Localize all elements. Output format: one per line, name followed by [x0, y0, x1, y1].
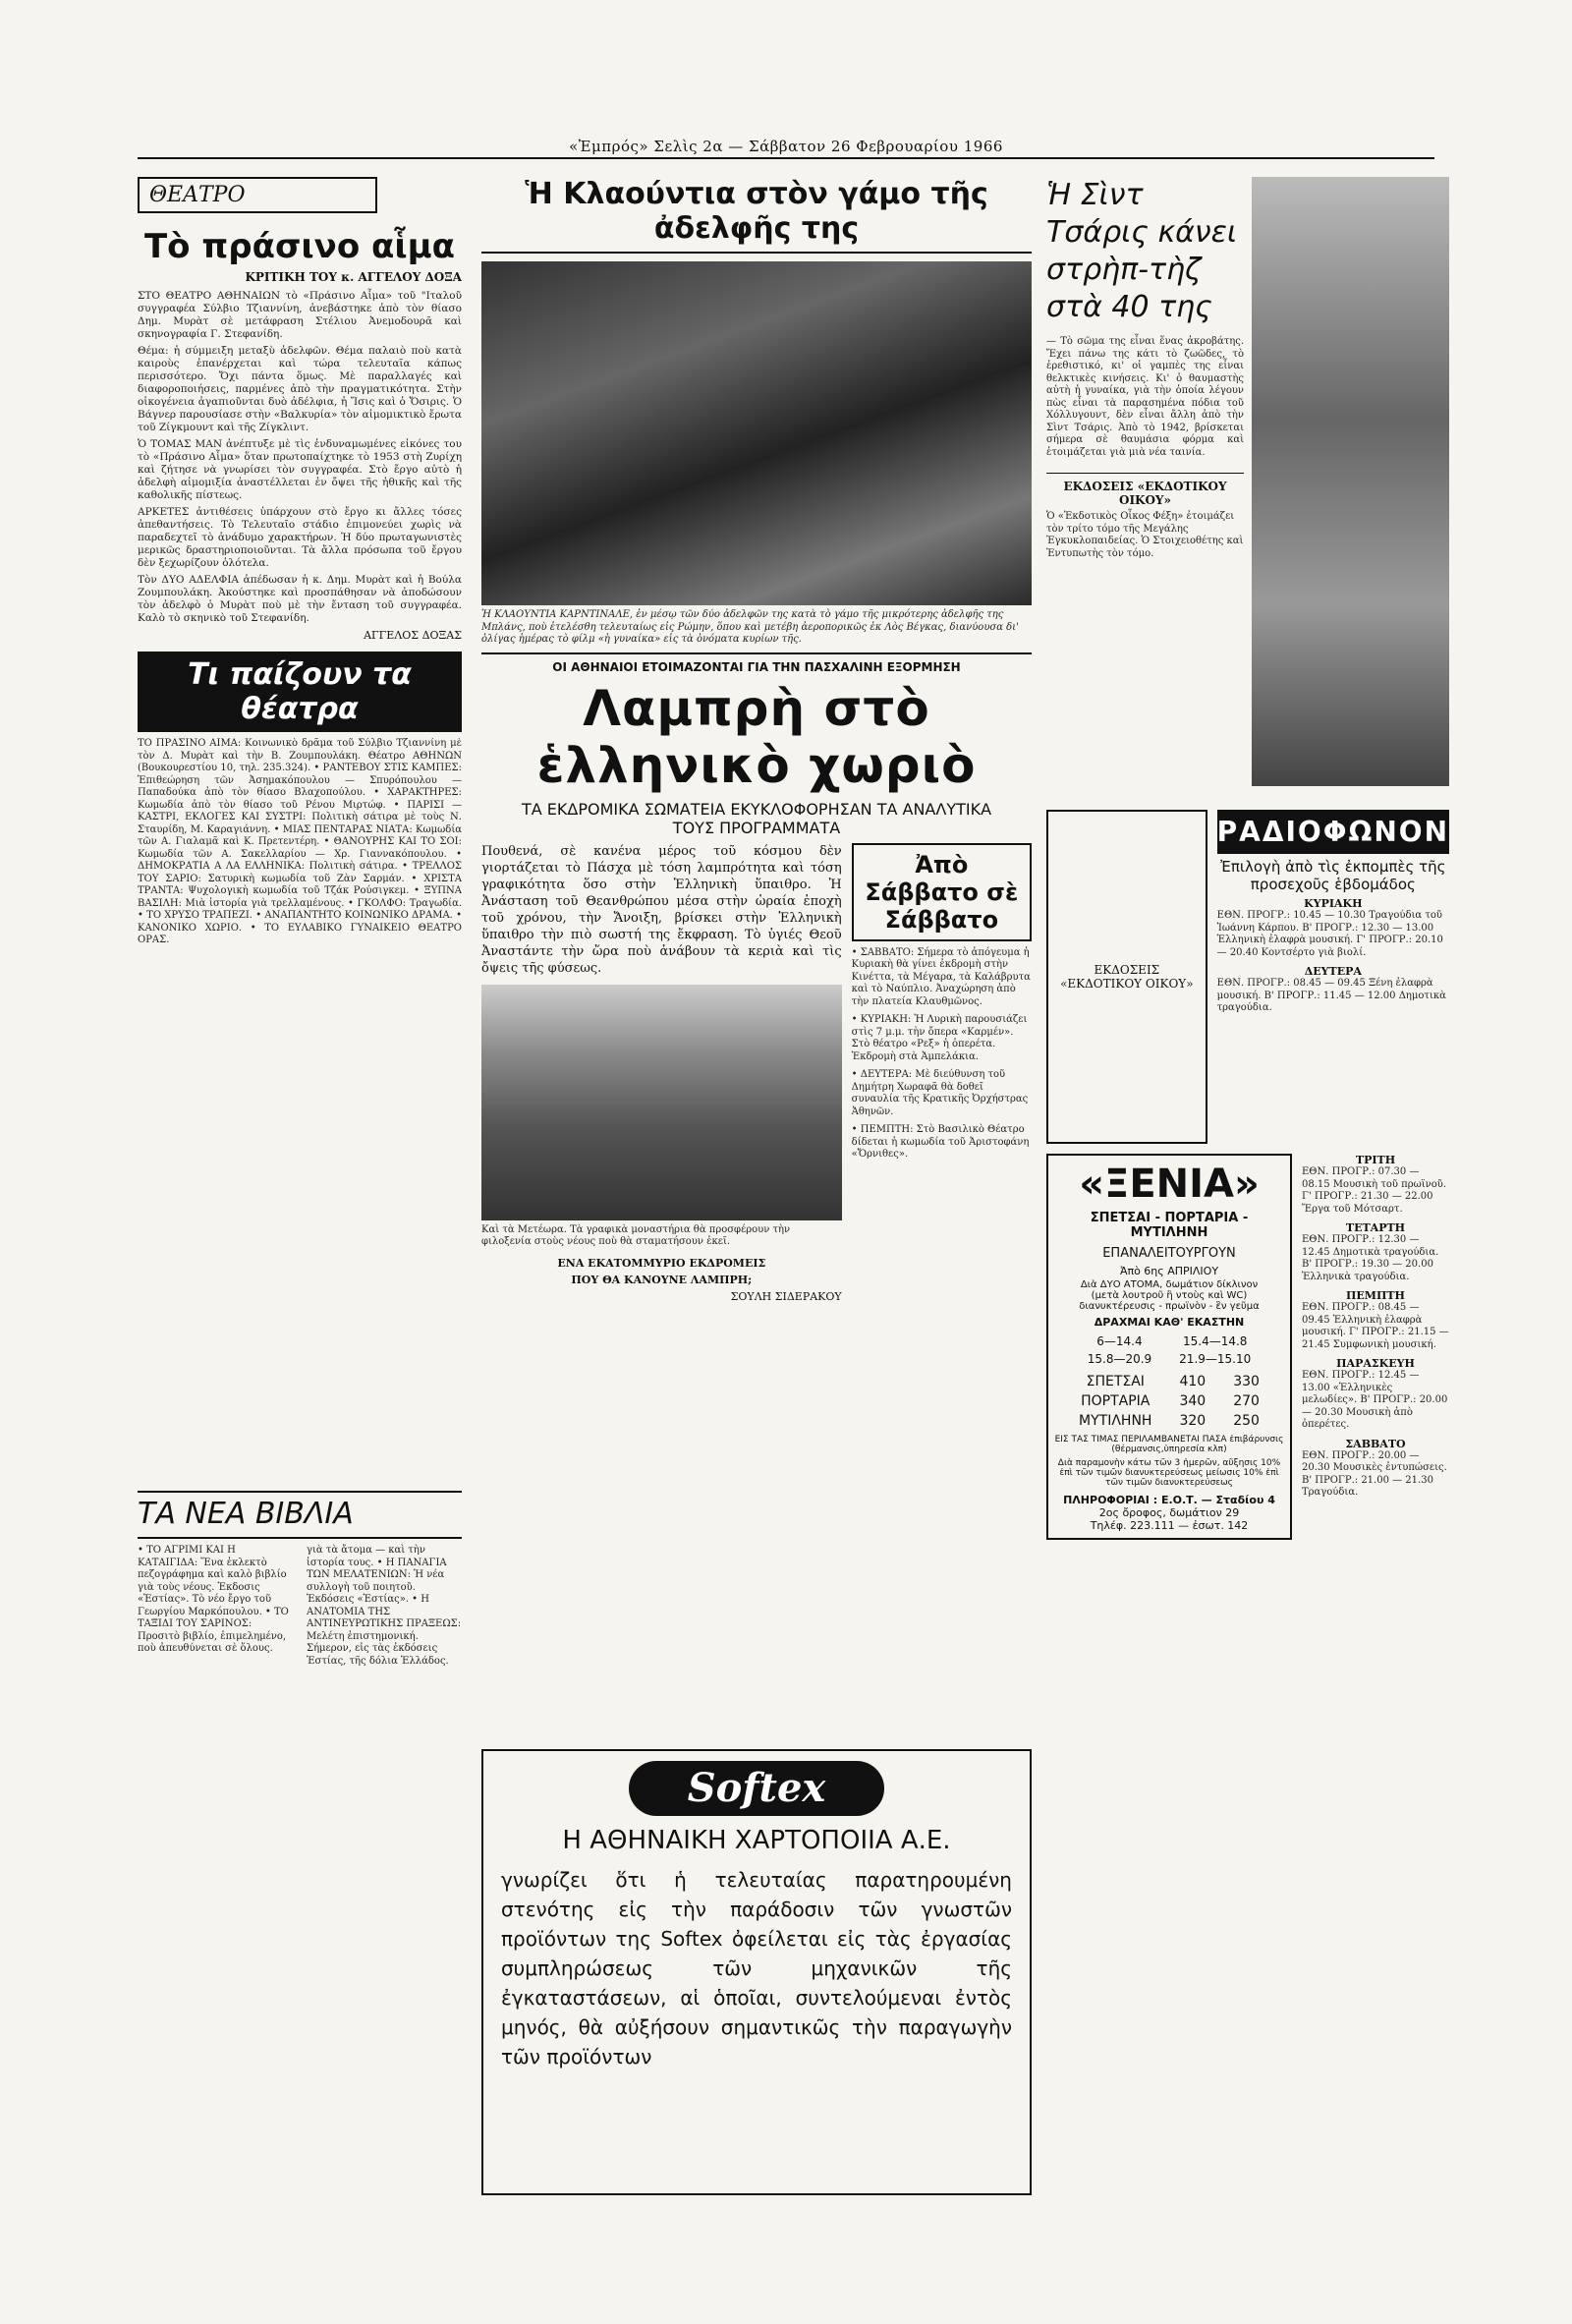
- article-para: Θέμα: ἡ σύμμειξη μεταξὺ ἀδελφῶν. Θέμα παλαιὸ ποὺ κατὰ καιροὺς ἐπανέρχεται καὶ τώρα τελευταῖα κάπως περισσότερο. Ὄχι πάντα ὅμως. Μὲ παραλλαγές καὶ διαφοροποιήσεις, παρμένες ἀπὸ τὴν πραγματικότητα. Στὴν οἰκογένεια ἀγαπιοῦνται δυὸ ἀδέλφια, ἡ Ἴσις καὶ ὁ Ὄσιρις. Ὁ Βάγνερ παρουσίασε στὴν «Βαλκυρία» τὸν αἱμομικτικὸ ἔρωτα τοῦ Ζίγκμουντ καὶ τῆς Ζίγκλιντ.: [138, 345, 462, 433]
- weekly-box-title: Ἀπὸ Σάββατο σὲ Σάββατο: [852, 843, 1032, 941]
- xenia-place: ΣΠΕΤΣΑΙ: [1086, 1374, 1145, 1389]
- article-kicker: ΟΙ ΑΘΗΝΑΙΟΙ ΕΤΟΙΜΑΖΟΝΤΑΙ ΓΙΑ ΤΗΝ ΠΑΣΧΑΛΙΝΗ ΕΞΟΡΜΗΣΗ: [552, 659, 961, 674]
- xenia-title: «ΞΕΝΙΑ»: [1079, 1162, 1260, 1207]
- subsection-title: ΠΟΥ ΘΑ ΚΑΝΟΥΝΕ ΛΑΜΠΡΗ;: [571, 1273, 753, 1286]
- books-text-right: γιὰ τὰ ἄτομα — καὶ τὴν ἰστορία τους. • Η ΠΑΝΑΓΙΑ ΤΩΝ ΜΕΛΑΤΕΝΙΩΝ: Ἡ νέα συλλογὴ τοῦ ποιητοῦ. Ἐκδόσεις «Ἑστίας». • Η ΑΝΑΤΟΜΙΑ ΤΗΣ ΑΝΤΙΝΕΥΡΩΤΙΚΗΣ ΠΡΑΞΕΩΣ: Μελέτη ἐπιστημονική. Σήμερον, εἰς τὰς ἐκδόσεις Ἐστίας, τῆς δόλια Ἑλλάδος.: [307, 1545, 462, 1667]
- dancer-photo: [1252, 177, 1449, 786]
- article-para: Ὁ ΤΟΜΑΣ ΜΑΝ ἀνέπτυξε μὲ τὶς ἐνδυναμωμένες εἰκόνες του τὸ «Πράσινο Αἷμα» ὅταν πρωτοπαίχτηκε τὸ 1953 στὴ Ζυρίχη καὶ ζήτησε νὰ γνωρίσει τὸν συγγραφέα. Στὸ ἔργο αὐτὸ ἡ ἀδελφὴ αἱμομιξία ἀναστέλλεται ἐν ὄψει τῆς ἠθικῆς καὶ τῆς καθολικῆς πίστεως.: [138, 438, 462, 501]
- feature-story: — Τὸ σῶμα της εἶναι ἕνας ἀκροβάτης. Ἔχει πάνω της κάτι τὸ ζωῶδες, τὸ ἐρεθιστικό, κι' οἱ γαμπὲς της εἶναι θελκτικὲς κινήσεις. Κι' ὁ θαυμαστὴς αὐτὴ ἡ γυναίκα, γιὰ τὴν ὁποία λέγουν πὼς εἶναι τὰ παρασημένα πόδια τοῦ Χόλλυγουντ, δὲν εἶναι ἄλλη ἀπὸ τὴν Σὶντ Τσάρις. Ἀπὸ τὸ 1942, βρίσκεται σήμερα σὲ θαυμάσια φόρμα καὶ ἑτοιμάζεται γιὰ μιὰ νέα ταινία.: [1046, 336, 1244, 458]
- xenia-price: 250: [1233, 1413, 1260, 1429]
- xenia-row: [1065, 1391, 1273, 1411]
- xenia-tax: ΕΙΣ ΤΑΣ ΤΙΜΑΣ ΠΕΡΙΛΑΜΒΑΝΕΤΑΙ ΠΑΣΑ ἐπιβάρυνσις (θέρμανσις,ὑπηρεσία κλπ): [1054, 1435, 1284, 1454]
- softex-logo: Softex: [629, 1761, 884, 1816]
- radio-subtitle: Ἐπιλογὴ ἀπὸ τὶς ἐκπομπὲς τῆς προσεχοῦς ἑβδομάδος: [1220, 858, 1446, 893]
- softex-ad: [481, 1749, 1032, 2195]
- divider: [481, 652, 1032, 654]
- xenia-routes: ΣΠΕΤΣΑΙ - ΠΟΡΤΑΡΙΑ - ΜΥΤΙΛΗΝΗ: [1090, 1211, 1249, 1240]
- article-headline: Τὸ πράσινο αἷμα: [143, 227, 456, 266]
- radio-day: ΠΑΡΑΣΚΕΥΗ: [1336, 1357, 1415, 1370]
- radio-day: ΤΡΙΤΗ: [1355, 1154, 1396, 1166]
- subsection-title: ΕΝΑ ΕΚΑΤΟΜΜΥΡΙΟ ΕΚΔΡΟΜΕΙΣ: [557, 1256, 766, 1270]
- xenia-rows: [1065, 1372, 1273, 1431]
- xenia-stay: Διὰ παραμονὴν κάτω τῶν 3 ἡμερῶν, αὔξησις 10% ἐπὶ τῶν τιμῶν διανυκτερεύσεως μείωσις 10% ἐπὶ τῶν τιμῶν διανυκτερεύσεως: [1057, 1458, 1281, 1488]
- xenia-price: 270: [1233, 1393, 1260, 1409]
- ekdoseis-box-title: ΕΚΔΟΣΕΙΣ «ΕΚΔΟΤΙΚΟΥ ΟΙΚΟΥ»: [1060, 963, 1194, 991]
- ekdoseis-title: ΕΚΔΟΣΕΙΣ «ΕΚΔΟΤΙΚΟΥ ΟΙΚΟΥ»: [1046, 473, 1244, 507]
- xenia-phone: Τηλέφ. 223.111 — ἐσωτ. 142: [1090, 1519, 1249, 1532]
- xenia-floor: 2ος ὄροφος, δωμάτιον 29: [1098, 1506, 1240, 1519]
- weekly-thursday: • ΠΕΜΠΤΗ: Στὸ Βασιλικὸ Θέατρο δίδεται ἡ κωμωδία τοῦ Ἀριστοφάνη «Ὄρνιθες».: [851, 1124, 1030, 1160]
- photo-headline: Ἡ Κλαούντια στὸν γάμο τῆς ἀδελφῆς της: [481, 177, 1032, 254]
- xenia-reopen: ΕΠΑΝΑΛΕΙΤΟΥΡΓΟΥΝ: [1102, 1246, 1236, 1261]
- feature-headline: Ἡ Σὶντ Τσάρις κάνει στρὴπ-τὴζ στὰ 40 της: [1046, 178, 1238, 324]
- xenia-period: 15.4—14.8: [1182, 1334, 1248, 1348]
- meteora-photo: [481, 985, 842, 1220]
- radio-day: ΣΑΒΒΑΤΟ: [1345, 1437, 1406, 1450]
- radio-day-text: ΕΘΝ. ΠΡΟΓΡ.: 20.00 — 20.30 Μουσικὲς ἐντυπώσεις. Β' ΠΡΟΓΡ.: 21.00 — 21.30 Τραγούδια.: [1302, 1449, 1447, 1498]
- xenia-row: [1065, 1411, 1273, 1431]
- ad-company: Η ΑΘΗΝΑΙΚΗ ΧΑΡΤΟΠΟΙΙΑ Α.Ε.: [562, 1826, 951, 1855]
- article-lead: Πουθενά, σὲ κανένα μέρος τοῦ κόσμου δὲν γιορτάζεται τὸ Πάσχα μὲ τόση λαμπρότητα καὶ τόση γραφικότητα ὅσο στὴν Ἑλληνικὴ ὕπαιθρο. Ἡ Ἀνάσταση τοῦ Θεανθρώπου μέσα στὴν ὡραία ἐποχὴ τοῦ χρόνου, τὴν Ἄνοιξη, βρίσκει στὴν Ἑλληνικὴ ὕπαιθρο τὴν πιὸ σωστή της ἔκφραση. Τὸ ὑγιές Θεοῦ Ἀναστάντε τὴν ὥρα ποὺ ἀνάβουν τὰ κεριὰ καὶ τὶς ὄψεις τῆς φύσεως.: [481, 843, 842, 976]
- books-text-left: • ΤΟ ΑΓΡΙΜΙ ΚΑΙ Η ΚΑΤΑΙΓΙΔΑ: Ἕνα ἐκλεκτὸ πεζογράφημα καὶ καλὸ βιβλίο γιὰ τοὺς νέους. Ἐκδοσις «Ἑστίας». Τὸ νέο ἔργο τοῦ Γεωργίου Μαρκόπουλου. • ΤΟ ΤΑΞΙΔΙ ΤΟΥ ΣΑΡΙΝΟΣ: Προσιτὸ βιβλίο, ἐπιμελημένο, ποὺ ἀπευθύνεται σὲ ὅλους.: [138, 1545, 289, 1654]
- column-main: [481, 177, 1032, 2309]
- radio-and-ads: [1046, 810, 1449, 1144]
- radio-day-text: ΕΘΝ. ΠΡΟΓΡ.: 12.45 — 13.00 «Ἑλληνικὲς μελωδίες». Β' ΠΡΟΓΡ.: 20.00 — 20.30 Μουσικὴ ἀπὸ ὀπερέτες.: [1302, 1370, 1448, 1430]
- meteora-caption: Καὶ τὰ Μετέωρα. Τὰ γραφικὰ μοναστήρια θὰ προσφέρουν τὴν φιλοξενία στοὺς νέους ποὺ θὰ σταματήσουν ἐκεῖ.: [481, 1223, 791, 1247]
- xenia-price: 410: [1179, 1374, 1207, 1389]
- xenia-price: 320: [1179, 1413, 1207, 1429]
- photo-caption: Ἡ ΚΛΑΟΥΝΤΙΑ ΚΑΡΝΤΙΝΑΛΕ, ἐν μέσῳ τῶν δύο ἀδελφῶν της κατὰ τὸ γάμο τῆς μικρότερης ἀδελφῆς της Μπλάνς, ποὺ ἐτελέσθη τελευταίως εἰς Ρώμην, ὅπου καὶ μετέβη ἀεροπορικῶς ἐκ Λὸς Βέγκας, διανύουσα δι' ὀλίγας ἡμέρας τὸ φίλμ «ἡ γυναίκα» εἰς τὰ ὀνόματα κυρίων τῆς.: [481, 609, 1019, 645]
- xenia-info: ΠΛΗΡΟΦΟΡΙΑΙ : Ε.Ο.Τ. — Σταδίου 4: [1063, 1494, 1275, 1506]
- books-columns: [138, 1545, 462, 1668]
- xenia-place: ΠΟΡΤΑΡΙΑ: [1081, 1393, 1151, 1409]
- xenia-board: διανυκτέρευσις - πρωϊνὸν - ἓν γεῦμα: [1079, 1301, 1260, 1312]
- radio-banner: ΡΑΔΙΟΦΩΝΟΝ: [1217, 810, 1449, 854]
- masthead-text: «Ἐμπρός» Σελὶς 2α — Σάββατον 26 Φεβρουαρίου 1966: [569, 138, 1003, 155]
- radio-day: ΔΕΥΤΕΡΑ: [1304, 965, 1362, 978]
- article-para: ΑΡΚΕΤΕΣ ἀντιθέσεις ὑπάρχουν στὸ ἔργο κι ἄλλες τόσες ἀπεθαντήσεις. Τὸ Τελευταῖο στάδιο ἐπιμονεύει χωρὶς νὰ παραδεχτεῖ τὸ ἀνάδυμο χαρακτήρων. Ἡ δύο πρωταγωνιστὲς μερικῶς δραστηριοποιοῦνται. Τὰ ἄλλα πρόσωπα τοῦ ἔργου δὲν ξεχωρίζουν ὁλότελα.: [138, 506, 462, 569]
- xenia-ad: [1046, 1154, 1292, 1540]
- weekly-monday: • ΔΕΥΤΕΡΑ: Μὲ διεύθυνση τοῦ Δημήτρη Χωραφᾶ θὰ δοθεῖ συναυλία τῆς Κρατικῆς Ὀρχήστρας Ἀθηνῶν.: [851, 1069, 1029, 1117]
- radio-day-text: ΕΘΝ. ΠΡΟΓΡ.: 12.30 — 12.45 Δημοτικὰ τραγούδια. Β' ΠΡΟΓΡ.: 19.30 — 20.00 Ἑλληνικὰ τραγούδια.: [1302, 1234, 1439, 1282]
- column-right: [1046, 177, 1449, 2309]
- xenia-bath: (μετὰ λουτροῦ ἢ ντοὺς καὶ WC): [1091, 1290, 1248, 1301]
- xenia-row: [1065, 1372, 1273, 1391]
- article-byline: ΚΡΙΤΙΚΗ ΤΟΥ κ. ΑΓΓΕΛΟΥ ΔΟΞΑ: [245, 270, 462, 284]
- wedding-photo: [481, 261, 1032, 605]
- theatre-listings-banner: Τι παίζουν τα θέατρα: [138, 652, 462, 732]
- article-signature: ΑΓΓΕΛΟΣ ΔΟΞΑΣ: [364, 629, 462, 642]
- article-para: Τὸν ΔΥΟ ΑΔΕΛΦΙΑ ἀπέδωσαν ἡ κ. Δημ. Μυρὰτ καὶ ἡ Βούλα Ζουμπουλάκη. Ἀκούστηκε καὶ προσπάθησαν νὰ ἀποδώσουν τὸν ἀδελφὸ ὁ Μυρὰτ ποὺ μὲ τὴν ἔνταση τοῦ συγγραφέα. Καλὸ τὸ σκηνικὸ τοῦ Στεφανίδη.: [138, 574, 462, 624]
- radio-day: ΠΕΜΠΤΗ: [1346, 1289, 1405, 1302]
- radio-continued: [1302, 1154, 1449, 1540]
- weekly-sunday: • ΚΥΡΙΑΚΗ: Ἡ Λυρικὴ παρουσιάζει στὶς 7 μ.μ. τὴν ὄπερα «Καρμέν». Στὸ θέατρο «Ρεξ» ἡ ὀπερέτα. Ἐκδρομὴ στὰ Ἀμπελάκια.: [851, 1014, 1028, 1062]
- masthead-rule: [138, 157, 1434, 159]
- xenia-period: 21.9—15.10: [1179, 1352, 1252, 1366]
- radio-day-text: ΕΘΝ. ΠΡΟΓΡ.: 08.45 — 09.45 Ξένη ἐλαφρὰ μουσική. Β' ΠΡΟΓΡ.: 11.45 — 12.00 Δημοτικὰ τραγούδια.: [1216, 978, 1446, 1013]
- article-headline: Λαμπρὴ στὸ ἑλληνικὸ χωριὸ: [536, 679, 977, 794]
- ekdoseis-box: [1046, 810, 1207, 1144]
- xenia-period: 6—14.4: [1096, 1334, 1143, 1348]
- section-label: ΘΕΑΤΡΟ: [138, 177, 377, 213]
- article-subhead: ΤΑ ΕΚΔΡΟΜΙΚΑ ΣΩΜΑΤΕΙΑ ΕΚΥΚΛΟΦΟΡΗΣΑΝ ΤΑ ΑΝΑΛΥΤΙΚΑ ΤΟΥΣ ΠΡΟΓΡΑΜΜΑΤΑ: [521, 799, 992, 837]
- column-theatre: [138, 177, 462, 2309]
- article-upper: [481, 843, 1032, 1303]
- books-banner: ΤΑ ΝΕΑ ΒΙΒΛΙΑ: [138, 1493, 462, 1539]
- theatre-listings: ΤΟ ΠΡΑΣΙΝΟ ΑΙΜΑ: Κοινωνικὸ δρᾶμα τοῦ Σύλβιο Τζιαννίνη μὲ τὸν Δ. Μυρὰτ καὶ τὴν Β. Ζουμπουλάκη. Θέατρο ΑΘΗΝΩΝ (Βουκουρεστίου 10, τηλ. 235.324). • ΡΑΝΤΕΒΟΥ ΣΤΙΣ ΚΑΜΠΕΣ: Ἐπιθεώρηση τῶν Ἀσημακόπουλου — Σπυρόπουλου — Παπαδούκα ἀπὸ τὸν θίασο Βλαχοπούλου. • ΧΑΡΑΚΤΗΡΕΣ: Κωμωδία ἀπὸ τὸν θίασο τοῦ Ρένου Μιρτώφ. • ΠΑΡΙΣΙ — ΚΑΣΤΡΙ, ΕΚΛΟΓΕΣ ΚΑΙ ΣΥΣΤΡΙ: Πολιτικὴ σάτιρα μὲ τοὺς Ν. Σταυρίδη, Μ. Καραγιάννη. • ΜΙΑΣ ΠΕΝΤΑΡΑΣ ΝΙΑΤΑ: Κωμωδία τῶν Α. Γιαλαμᾶ καὶ Κ. Πρετεντέρη. • ΘΑΝΟΥΡΗΣ ΚΑΙ ΤΟ ΣΟΙ: Κωμωδία τῶν Α. Σακελλαρίου — Χρ. Γιαννακόπουλου. • ΔΗΜΟΚΡΑΤΙΑ Α ΛΑ ΕΛΛΗΝΙΚΑ: Πολιτικὴ σάτιρα. • ΤΡΕΛΛΟΣ ΤΟΥ ΣΑΡΙΟ: Σατυρικὴ κωμωδία τοῦ Ζὰν Σαρμάν. • ΧΡΙΣΤΑ ΤΡΑΝΤΑ: Ψυχολογικὴ κωμωδία τοῦ Τζάκ Ρούσιγκεμ. • ΞΥΠΝΑ ΒΑΣΙΛΗ: Μιὰ ἱστορία γιὰ τρελλαμένους. • ΓΚΟΛΦΟ: Τραγωδία. • ΤΟ ΧΡΥΣΟ ΤΡΑΠΕΖΙ. • ΑΝΑΠΑΝΤΗΤΟ ΚΟΙΝΩΝΙΚΟ ΔΡΑΜΑ. • ΚΑΝΟΝΙΚΟ ΧΩΡΙΟ. • ΤΟ ΕΥΛΑΒΙΚΟ ΓΥΝΑΙΚΕΙΟ ΘΕΑΤΡΟ ΟΡΑΣ.: [138, 738, 462, 945]
- ad-text: γνωρίζει ὅτι ἡ τελευταίας παρατηρουμένη στενότης εἰς τὴν παράδοσιν τῶν γνωστῶν προϊόντων της Softex ὀφείλεται εἰς τὰς ἐργασίας συμπληρώσεως τῶν μηχανικῶν τῆς ἐγκαταστάσεων, αἱ ὁποῖαι, συντελούμεναι ἐντὸς μηνός, θὰ αὐξήσουν σημαντικῶς τὴν παραγωγὴν τῶν προϊόντων: [501, 1868, 1012, 2069]
- radio-day-text: ΕΘΝ. ΠΡΟΓΡ.: 07.30 — 08.15 Μουσικὴ τοῦ πρωϊνοῦ. Γ' ΠΡΟΓΡ.: 21.30 — 22.00 Ἔργα τοῦ Μότσαρτ.: [1302, 1166, 1447, 1215]
- xenia-price-table: [1074, 1332, 1265, 1368]
- sid-charisse-feature: [1046, 177, 1449, 786]
- xenia-for: Διὰ ΔΥΟ ΑΤΟΜΑ, δωμάτιον δίκλινον: [1080, 1279, 1259, 1290]
- weekly-saturday: • ΣΑΒΒΑΤΟ: Σήμερα τὸ ἀπόγευμα ἡ Κυριακὴ θὰ γίνει ἐκδρομὴ στὴν Κινέττα, τὰ Μέγαρα, τὰ Καλάβρυτα καὶ τὸ Ναύπλιο. Ἀναχώρηση ἀπὸ τὴν πλατεία Κλαυθμῶνος.: [851, 946, 1031, 1007]
- xenia-from: Ἀπὸ 6ης ΑΠΡΙΛΙΟΥ: [1119, 1265, 1219, 1277]
- article-byline: ΣΟΥΛΗ ΣΙΔΕΡΑΚΟΥ: [730, 1289, 842, 1303]
- ekdoseis-text: Ὁ «Ἐκδοτικὸς Οἶκος Φέξη» ἐτοιμάζει τὸν τρίτο τόμο τῆς Μεγάλης Ἐγκυκλοπαιδείας. Ὁ Στοιχειοθέτης καὶ Ἐντυπωτὴς τὸν τόμο.: [1046, 511, 1244, 559]
- xenia-price-head: ΔΡΑΧΜΑΙ ΚΑΘ' ΕΚΑΣΤΗΝ: [1094, 1316, 1245, 1329]
- radio-day: ΤΕΤΑΡΤΗ: [1345, 1221, 1406, 1234]
- xenia-place: ΜΥΤΙΛΗΝΗ: [1079, 1413, 1152, 1429]
- radio-day-text: ΕΘΝ. ΠΡΟΓΡ.: 08.45 — 09.45 Ἑλληνικὴ ἐλαφρὰ μουσική. Γ' ΠΡΟΓΡ.: 21.15 — 21.45 Συμφωνικὴ μουσική.: [1302, 1302, 1449, 1350]
- radio-day-text: ΕΘΝ. ΠΡΟΓΡ.: 10.45 — 10.30 Τραγούδια τοῦ Ἰωάννη Κάρπου. Β' ΠΡΟΓΡ.: 12.30 — 13.00 Ἑλληνικὴ ἐλαφρὰ μουσική. Γ' ΠΡΟΓΡ.: 20.10 — 20.40 Κοντσέρτο γιὰ βιολί.: [1216, 910, 1443, 958]
- radio-day: ΚΥΡΙΑΚΗ: [1304, 897, 1363, 910]
- xenia-price: 330: [1233, 1374, 1260, 1389]
- xenia-price: 340: [1179, 1393, 1207, 1409]
- xenia-and-radio: [1046, 1154, 1449, 1540]
- xenia-period: 15.8—20.9: [1087, 1352, 1152, 1366]
- masthead: [0, 0, 1572, 172]
- article-para: ΣΤΟ ΘΕΑΤΡΟ ΑΘΗΝΑΙΩΝ τὸ «Πράσινο Αἷμα» τοῦ "Ιταλοῦ συγγραφέα Σύλβιο Τζιαννίνη, ἀνεβάστηκε ἀπὸ τὸν θίασο Δημ. Μυρὰτ σὲ μετάφραση Στέλιου Ἀνεμοδουρᾶ καὶ σκηνογραφία Γ. Στεφανίδη.: [138, 290, 462, 340]
